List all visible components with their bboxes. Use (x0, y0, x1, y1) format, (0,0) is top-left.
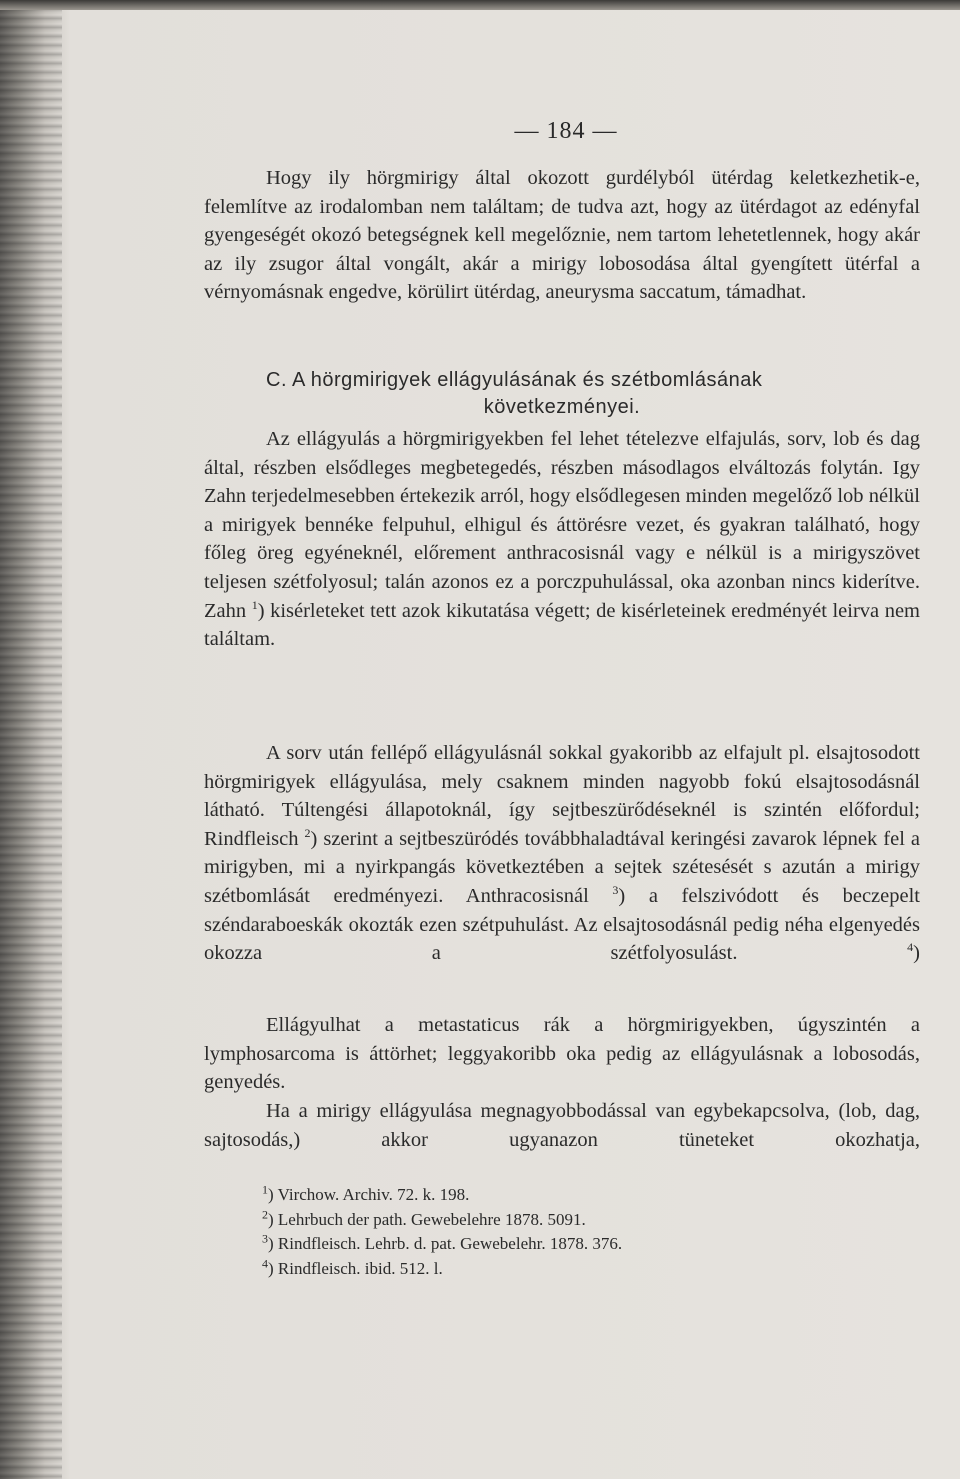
footnote-ref-1: 1 (251, 597, 258, 612)
footnote-1-mark: 1 (262, 1182, 268, 1197)
footnote-ref-4: 4 (907, 940, 914, 955)
footnote-4: $^4$) Rindfleisch. ibid. 512. l. (262, 1255, 443, 1278)
paragraph-2-text: Az ellágyulás a hörgmirigyekben fel lehet tételezve elfajulás, sorv, lob és dag által, részben elsődleges megbetegedés, részben másodlagos elváltozás folytán. Igy Zahn terjedelmesebben értekezik arról, hogy elsődlegesen minden megelőző lob nélkül a mirigyek bennéke felpuhul, elhigul és áttörésre vezet, és gyakran található, hogy főleg öreg egyéneknél, előrement anthracosisnál vagy e nélkül is a mirigyszövet teljesen szétfolyosul; talán azonos ez a porczpuhulással, oka azonban nincs kiderítve. Zahn (204, 428, 920, 622)
footnotes (262, 1183, 862, 1281)
footnote-2-mark: 2 (262, 1206, 268, 1221)
paragraph-3-text-b: szerint a sejtbeszüródés továbbhaladtával keringési zavarok lépnek fel a mirigyben, mi a nyirkpangás következtében a sejtek szétesését s azután a mirigy szétbomlását eredményezi. Anthracosisnál (204, 827, 920, 907)
paragraph-4: Ellágyulhat a metastaticus rák a hörgmirigyekben, úgyszintén a lymphosarcoma is áttörhet; leggyakoribb oka pedig az ellágyulásnak a lobosodás, genyedés. (204, 1014, 920, 1094)
paragraph-2: Az ellágyulás a hörgmirigyekben fel lehet tételezve elfajulás, sorv, lob és dag által, részben elsődleges megbetegedés, részben másodlagos elváltozás folytán. Igy Zahn terjedelmesebben értekezik arról, hogy elsődlegesen minden megelőző lob nélkül a mirigyek bennéke felpuhul, elhigul és áttörésre vezet, és gyakran található, hogy főleg öreg egyéneknél, előrement anthracosisnál vagy e nélkül is a mirigyszövet teljesen szétfolyosul; talán azonos ez a porczpuhulással, oka azonban nincs kiderítve. Zahn $^1$) kisérleteket tett azok kikutatása végett; de kisérleteinek eredményét leirva nem találtam. (204, 428, 920, 651)
footnote-4-text: Rindfleisch. ibid. 512. l. (273, 1258, 443, 1278)
footnote-3-text: Rindfleisch. Lehrb. d. pat. Gewebelehr. 1878. 376. (273, 1234, 623, 1253)
footnote-2-text: Lehrbuch der path. Gewebelehre 1878. 5091. (273, 1209, 586, 1229)
paragraph-2-tail: kisérleteket tett azok kikutatása végett; de kisérleteinek eredményét leirva nem találtam. (204, 599, 920, 651)
section-heading (204, 367, 920, 421)
page-number: — 184 — (514, 118, 618, 144)
paragraph-1: Hogy ily hörgmirigy által okozott gurdélyból ütérdag keletkezhetik-e, felemlítve az irodalomban nem találtam; de tudva azt, hogy az ütérdagot az edényfal gyengeségét okozó betegségnek kell megelőznie, nem tartom lehetetlennek, hogy akár az ily zsugor által vongált, akár a mirigy lobosodása által gyengített ütérfal a vérnyomásnak engedve, körülirt ütérdag, aneurysma saccatum, támadhat. (204, 167, 920, 304)
paragraph-3-text-c: a felszivódott és beczepelt széndaraboeskák okozták ezen szétpuhulást. Az elsajtosodásnál pedig néha elgenyedés okozza a szétfolyosulást. (204, 884, 920, 965)
footnote-1-text: Virchow. Archiv. 72. k. 198. (273, 1185, 470, 1204)
footnote-2: $^2$) Lehrbuch der path. Gewebelehre 1878. 5091. (262, 1206, 586, 1229)
paragraph-3: A sorv után fellépő ellágyulásnál sokkal gyakoribb az elfajult pl. elsajtosodott hörgmirigyek ellágyulása, mely csaknem minden nagyobb fokú elsajtosodásnál látható. Túltengési állapotoknál, így sejtbeszürődéseknél is szintén előfordul; Rindfleisch $^2$) szerint a sejtbeszüródés továbbhaladtával keringési zavarok lépnek fel a mirigyben, mi a nyirkpangás következtében a sejtek szétesését s azután a mirigy szétbomlását eredményezi. Anthracosisnál $^3$) a felszivódott és beczepelt széndaraboeskák okozták ezen szétpuhulást. Az elsajtosodásnál pedig néha elgenyedés okozza a szétfolyosulást. $^4$) (204, 742, 920, 965)
footnote-ref-3: 3 (612, 883, 619, 898)
section-heading-line-1: C. A hörgmirigyek ellágyulásának és szétbomlásának (266, 369, 763, 391)
footnote-1: $^1$) Virchow. Archiv. 72. k. 198. (262, 1182, 470, 1204)
paragraph-3-text-a: A sorv után fellépő ellágyulásnál sokkal gyakoribb az elfajult pl. elsajtosodott hörgmirigyek ellágyulása, mely csaknem minden nagyobb fokú elsajtosodásnál látható. Túltengési állapotoknál, így sejtbeszürődéseknél is szintén előfordul; Rindfleisch (204, 742, 920, 850)
footnote-3-mark: 3 (262, 1231, 268, 1246)
footnote-3: $^3$) Rindfleisch. Lehrb. d. pat. Gewebelehr. 1878. 376. (262, 1231, 623, 1253)
section-heading-line-2: következményei. (483, 396, 641, 418)
footnote-ref-2: 2 (304, 825, 311, 840)
book-binding-edge (0, 0, 62, 1479)
footnote-4-mark: 4 (262, 1255, 268, 1270)
page-top-edge (0, 0, 960, 10)
paragraph-5: Ha a mirigy ellágyulása megnagyobbodással van egybekapcsolva, (lob, dag, sajtosodás,) akkor ugyanazon tüneteket okozhatja, (204, 1100, 920, 1151)
